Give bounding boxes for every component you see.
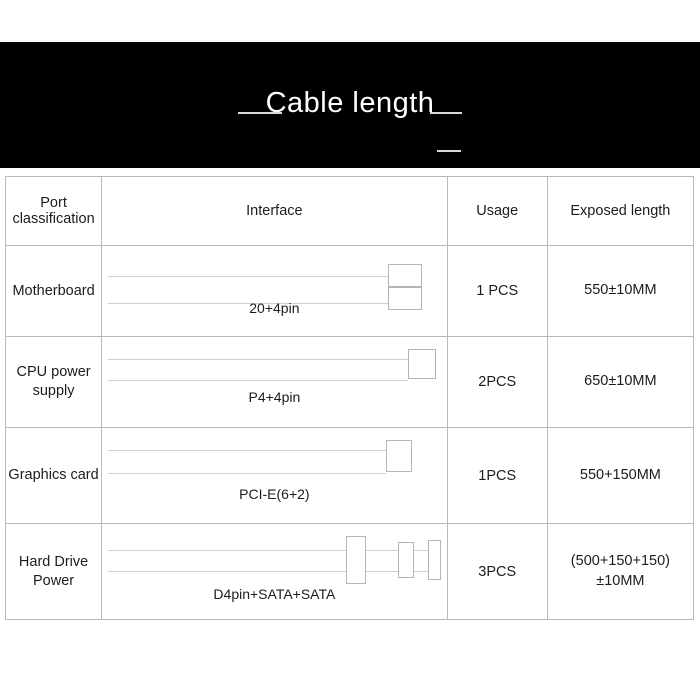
row-length-hard-drive-power: (500+150+150)±10MM: [547, 524, 693, 620]
row-length-cpu-power: 650±10MM: [547, 337, 693, 428]
header-interface: Interface: [102, 177, 448, 246]
table-row: [6, 337, 694, 428]
cable-length-table: [5, 176, 694, 620]
connector-diagram-pcie-6-2: [102, 428, 447, 523]
table-row: [6, 428, 694, 524]
table-row: [6, 524, 694, 620]
header-port-classification: Port classification: [6, 177, 102, 246]
header-usage: Usage: [447, 177, 547, 246]
connector-head-sata-1: [398, 542, 414, 578]
table-row: [6, 246, 694, 337]
row-usage-cpu-power: 2PCS: [447, 337, 547, 428]
banner: [0, 42, 700, 168]
cable-body: [108, 450, 386, 474]
row-usage-hard-drive-power: 3PCS: [447, 524, 547, 620]
row-interface-motherboard: [102, 246, 448, 337]
connector-head-upper: [388, 264, 422, 287]
connector-head: [386, 440, 412, 472]
connector-head-d4pin: [346, 536, 366, 584]
row-usage-motherboard: 1 PCS: [447, 246, 547, 337]
connector-diagram-d4pin-sata-sata: [102, 524, 447, 619]
row-interface-hard-drive-power: [102, 524, 448, 620]
row-length-graphics-card: 550+150MM: [547, 428, 693, 524]
connector-head: [408, 349, 436, 379]
connector-head-sata-2: [428, 540, 441, 580]
interface-caption: P4+4pin: [248, 389, 301, 405]
row-port-hard-drive-power: Hard Drive Power: [6, 524, 102, 620]
row-port-motherboard: Motherboard: [6, 246, 102, 337]
table-header-row: [6, 177, 694, 246]
connector-diagram-p4-4pin: [102, 337, 447, 427]
interface-caption: PCI-E(6+2): [239, 486, 310, 502]
row-port-graphics-card: Graphics card: [6, 428, 102, 524]
row-interface-cpu-power: [102, 337, 448, 428]
row-usage-graphics-card: 1PCS: [447, 428, 547, 524]
row-interface-graphics-card: [102, 428, 448, 524]
row-length-motherboard: 550±10MM: [547, 246, 693, 337]
interface-caption: 20+4pin: [249, 300, 300, 316]
cable-body: [108, 550, 430, 572]
row-port-cpu-power: CPU power supply: [6, 337, 102, 428]
page-title: Cable length: [265, 86, 435, 119]
interface-caption: D4pin+SATA+SATA: [213, 586, 336, 602]
connector-diagram-20-4pin: [102, 246, 447, 336]
header-exposed-length: Exposed length: [547, 177, 693, 246]
cable-body: [108, 359, 408, 381]
